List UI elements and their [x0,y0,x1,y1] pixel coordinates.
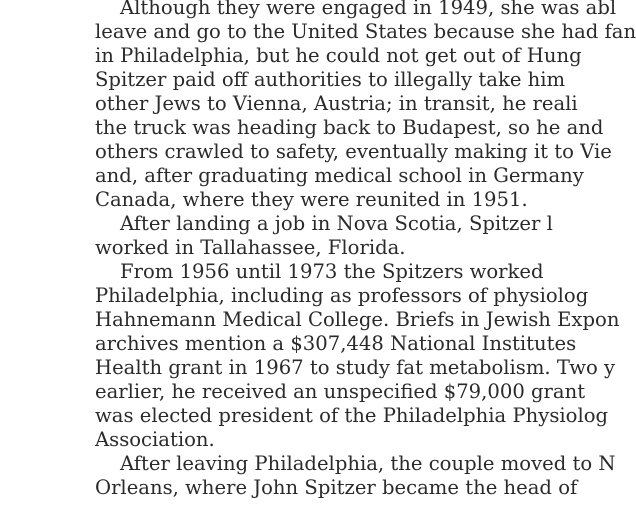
text-line: leave and go to the United States because she had fan [95,20,636,43]
text-line: other Jews to Vienna, Austria; in transit, he reali [95,92,578,115]
text-line: others crawled to safety, eventually making it to Vie [95,140,612,163]
text-line: Although they were engaged in 1949, she was abl [120,0,617,19]
text-line: Orleans, where John Spitzer became the head of [95,476,578,499]
text-line: in Philadelphia, but he could not get out of Hung [95,44,582,67]
text-line: Health grant in 1967 to study fat metabolism. Two y [95,356,616,379]
text-line: After landing a job in Nova Scotia, Spitzer l [120,212,553,235]
text-line: After leaving Philadelphia, the couple moved to N [120,452,616,475]
text-line: Hahnemann Medical College. Briefs in Jewish Expon [95,308,620,331]
text-line: Philadelphia, including as professors of physiolog [95,284,589,307]
text-line: archives mention a $307,448 National Institutes [95,332,577,355]
text-line: earlier, he received an unspecified $79,000 grant [95,380,586,403]
text-line: From 1956 until 1973 the Spitzers worked [120,260,544,283]
text-line: Canada, where they were reunited in 1951. [95,188,528,211]
text-line: Association. [95,428,215,451]
text-line: worked in Tallahassee, Florida. [95,236,406,259]
text-line: the truck was heading back to Budapest, so he and [95,116,604,139]
text-line: Spitzer paid off authorities to illegally take him [95,68,566,91]
text-line: was elected president of the Philadelphia Physiolog [95,404,609,427]
text-line: and, after graduating medical school in Germany [95,164,584,187]
